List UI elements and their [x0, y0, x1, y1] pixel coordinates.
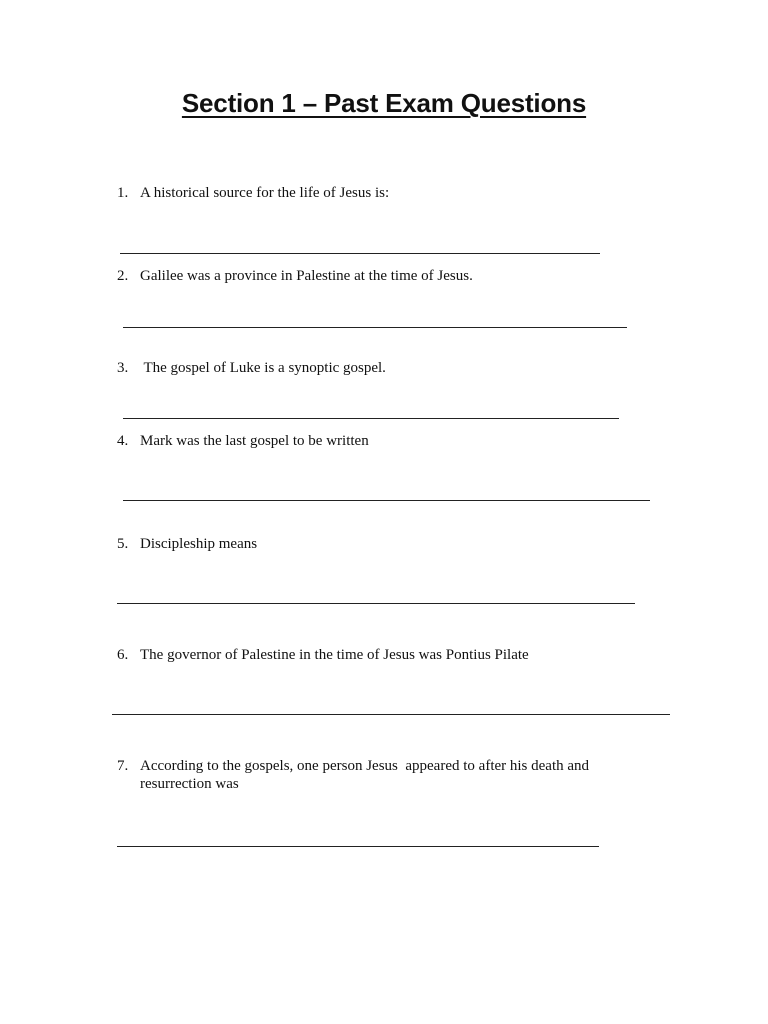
- answer-line-3[interactable]: [123, 418, 619, 419]
- answer-line-5[interactable]: [117, 603, 635, 604]
- question-3: [117, 359, 677, 379]
- answer-line-2[interactable]: [123, 327, 627, 328]
- answer-line-7[interactable]: [117, 846, 599, 847]
- question-number: 7.: [117, 758, 129, 774]
- answer-line-6[interactable]: [112, 714, 670, 715]
- question-text: A historical source for the life of Jesus is:: [140, 185, 390, 201]
- question-text: The gospel of Luke is a synoptic gospel.: [140, 360, 386, 376]
- question-number: 3.: [117, 360, 129, 376]
- answer-line-1[interactable]: [120, 253, 600, 254]
- question-4: [117, 432, 677, 452]
- answer-line-4[interactable]: [123, 500, 650, 501]
- question-number: 2.: [117, 268, 129, 284]
- question-text: Mark was the last gospel to be written: [140, 433, 369, 449]
- question-text: Discipleship means: [140, 536, 258, 552]
- question-number: 4.: [117, 433, 129, 449]
- question-1: [117, 184, 677, 204]
- question-text: The governor of Palestine in the time of Jesus was Pontius Pilate: [140, 647, 529, 663]
- question-7: [117, 757, 677, 797]
- question-6: [117, 646, 677, 666]
- question-text: According to the gospels, one person Jesus appeared to after his death and resurrection was: [140, 758, 593, 792]
- question-number: 5.: [117, 536, 129, 552]
- question-number: 1.: [117, 185, 129, 201]
- question-text: Galilee was a province in Palestine at the time of Jesus.: [140, 268, 473, 284]
- question-2: [117, 267, 677, 287]
- question-5: [117, 535, 677, 555]
- page-title: Section 1 – Past Exam Questions: [181, 88, 587, 118]
- question-number: 6.: [117, 647, 129, 663]
